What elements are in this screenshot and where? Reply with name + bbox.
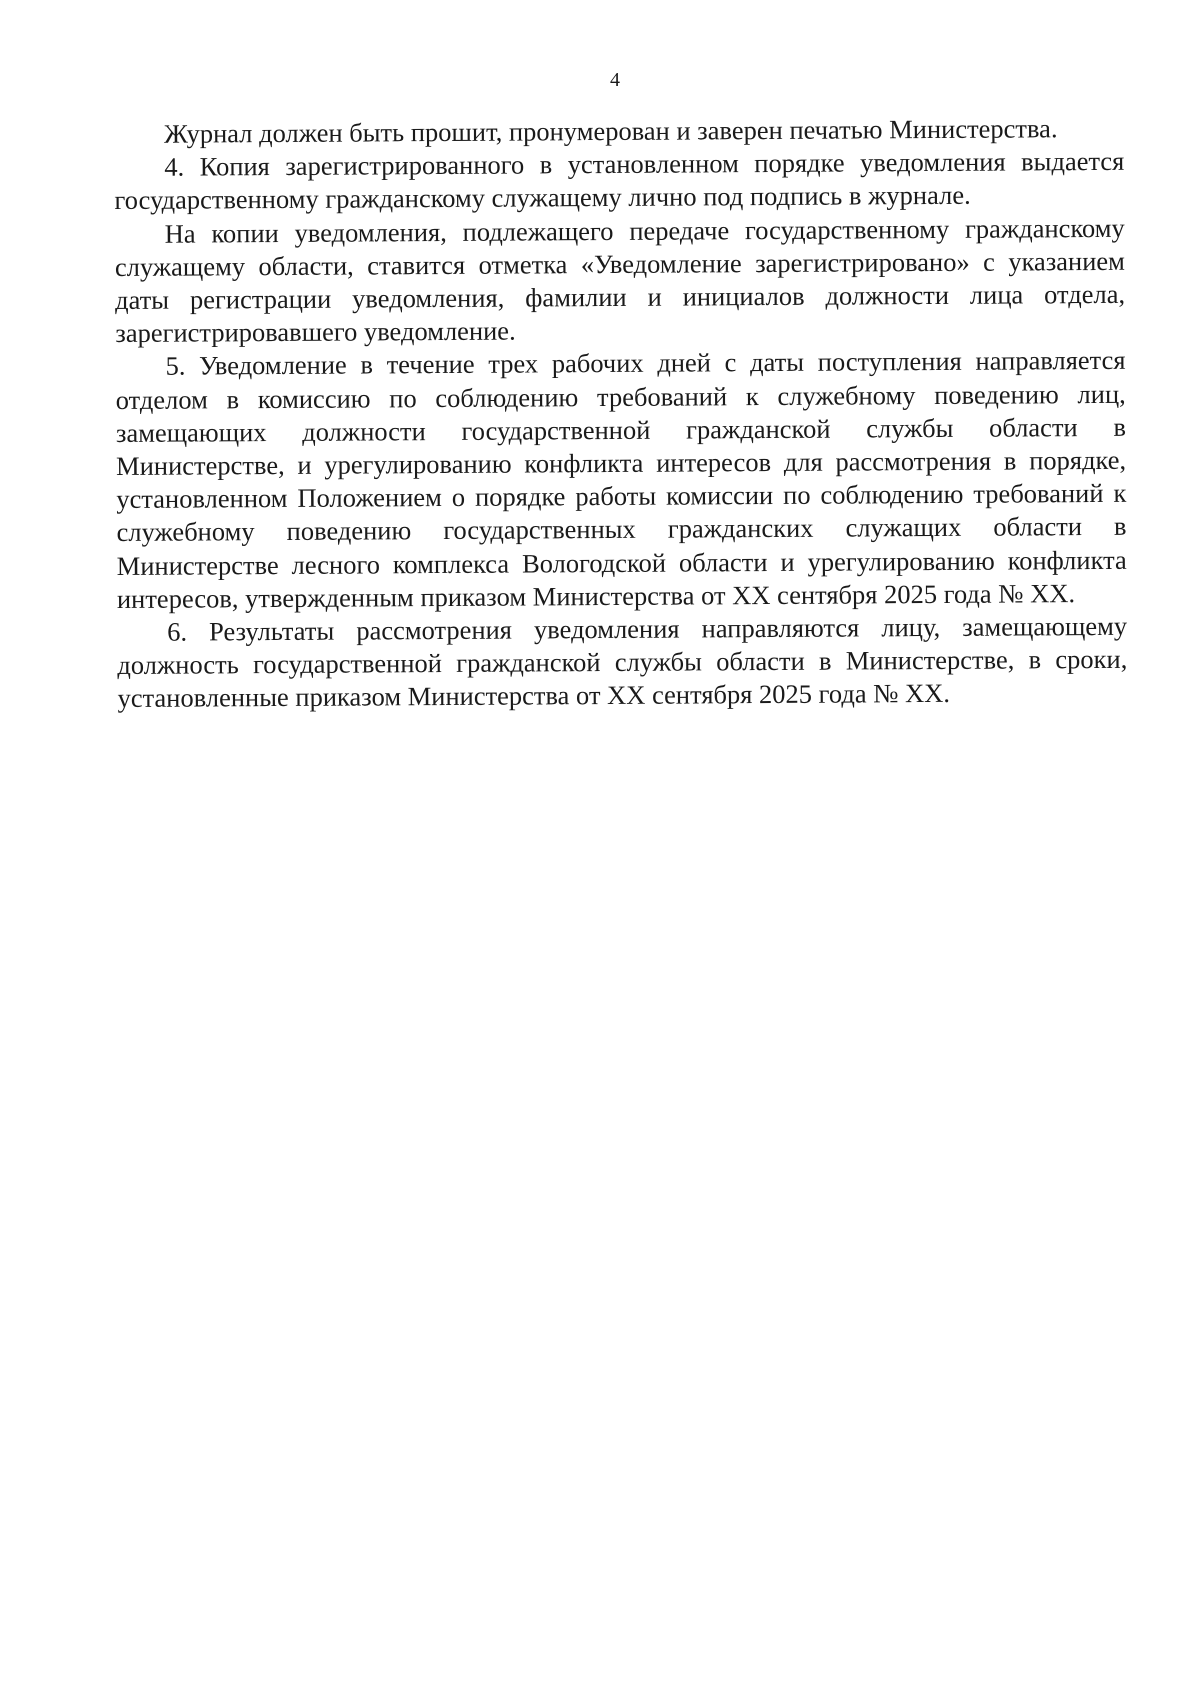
document-body — [114, 112, 1128, 716]
paragraph-journal-requirements: Журнал должен быть прошит, пронумерован и заверен печатью Министерства. — [164, 113, 1058, 149]
paragraph-6-results: 6. Результаты рассмотрения уведомления направляются лицу, замещающему должность государственной гражданской службы области в Министерстве, в сроки, установленные приказом Министерства от XX сентября 2025 года № XX. — [117, 610, 1128, 714]
paragraph-5-commission-referral: 5. Уведомление в течение трех рабочих дней с даты поступления направляется отделом в комиссию по соблюдению требований к служебному поведению лиц, замещающих должности государственной гражданской службы области в Министерстве, и урегулированию конфликта интересов для рассмотрения в порядке, установленном Положением о порядке работы комиссии по соблюдению требований к служебному поведению государственных гражданских служащих области в Министерстве лесного комплекса Вологодской области и урегулированию конфликта интересов, утвержденным приказом Министерства от XX сентября 2025 года № XX. — [115, 345, 1127, 614]
page-number: 4 — [610, 69, 620, 91]
paragraph-4-copy-issued: 4. Копия зарегистрированного в установленном порядке уведомления выдается государственному гражданскому служащему лично под подпись в журнале. — [114, 146, 1125, 216]
paragraph-copy-registration-mark: На копии уведомления, подлежащего передаче государственному гражданскому служащему области, ставится отметка «Уведомление зарегистрировано» с указанием даты регистрации уведомления, фамилии и инициалов должности лица отдела, зарегистрировавшего уведомление. — [114, 212, 1126, 349]
